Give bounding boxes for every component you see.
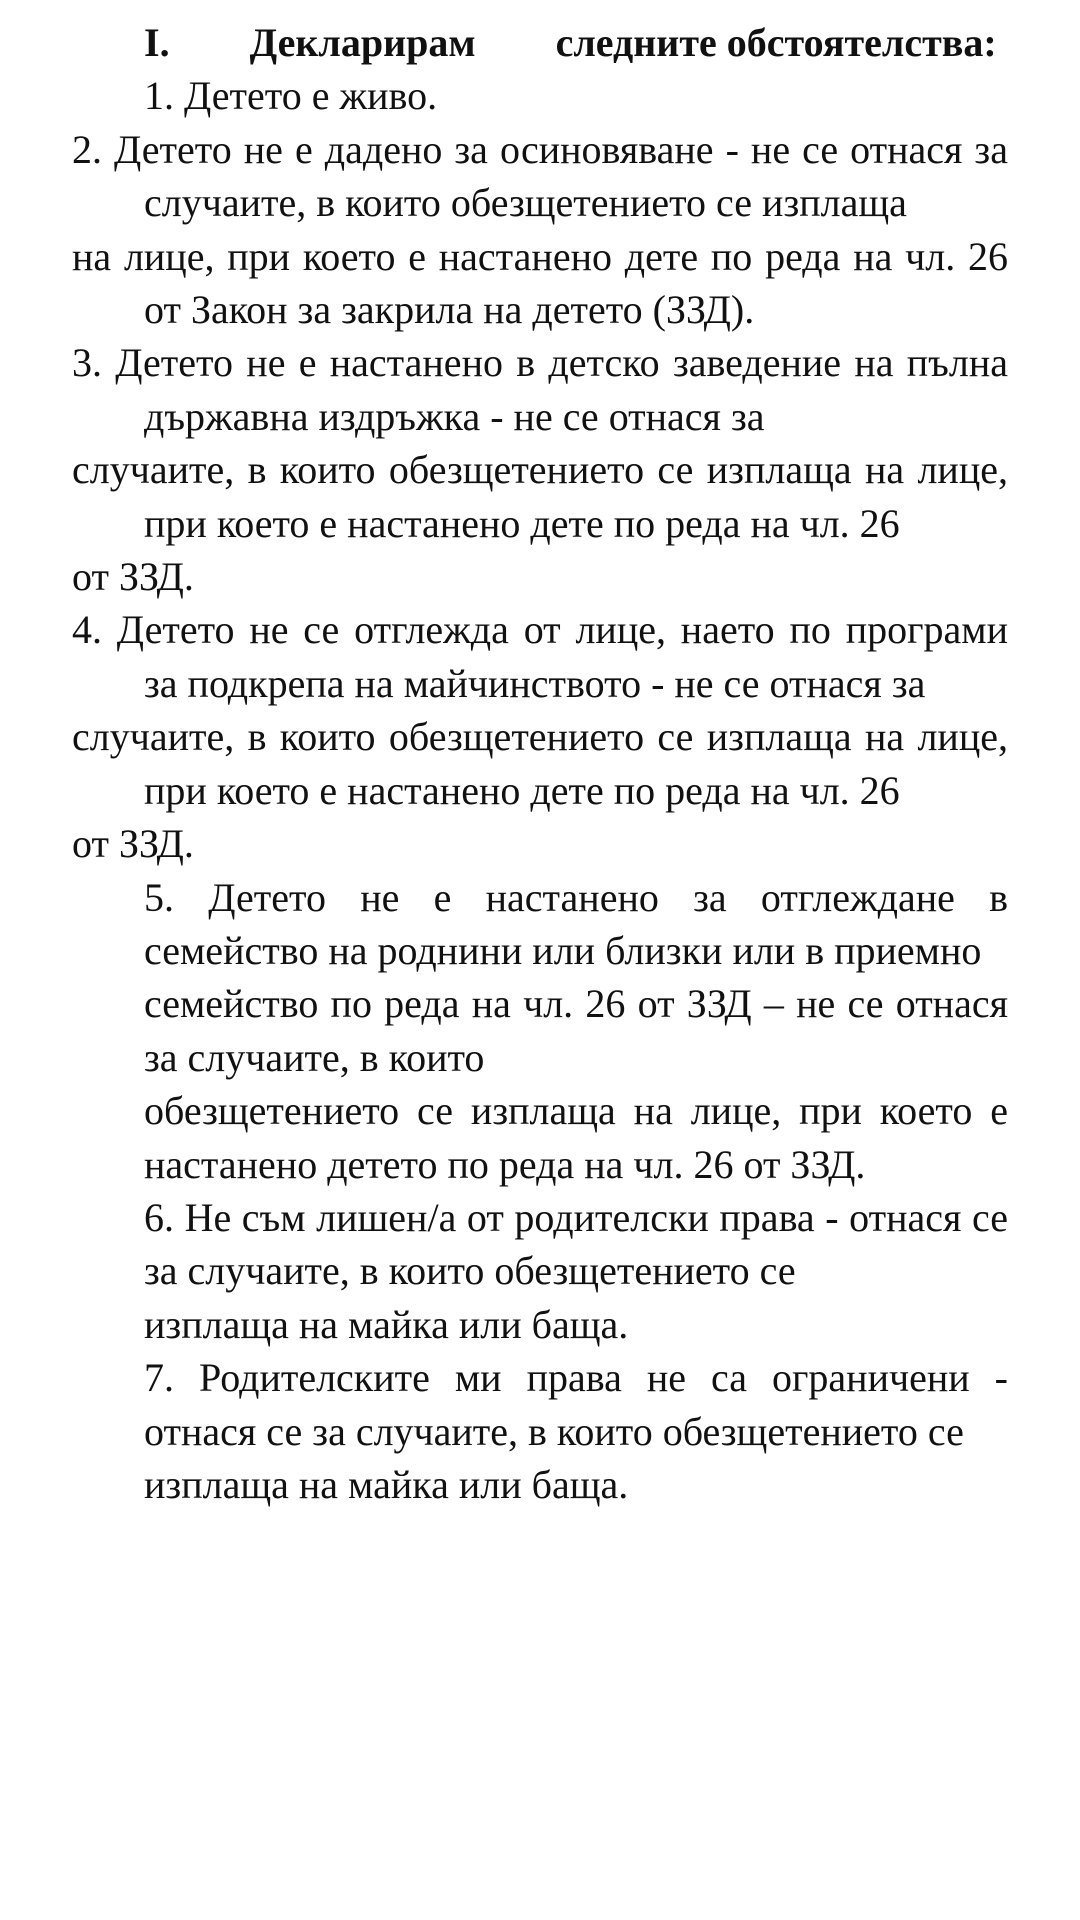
declaration-item-2: 2. Детето не е дадено за осиновяване - не се отнася за случаите, в които обезщетението се изплаща: [72, 126, 1008, 226]
declaration-item-2-continued: на лице, при което е настанено дете по реда на чл. 26 от Закон за закрила на детето (ЗЗД).: [72, 233, 1008, 333]
declaration-item-7-end: изплаща на майка или баща.: [144, 1461, 629, 1507]
declaration-item-4: 4. Детето не се отглежда от лице, наето по програми за подкрепа на майчинството - не се отнася за: [72, 607, 1008, 706]
document-page: [72, 16, 1008, 1920]
declaration-item-5: 5. Детето не е настанено за отглеждане в семейство на роднини или близки или в приемно: [144, 874, 1008, 973]
declaration-item-4-end: от ЗЗД.: [72, 821, 194, 867]
declaration-item-5-continued: семейство по реда на чл. 26 от ЗЗД – не се отнася за случаите, в които: [144, 981, 1008, 1080]
declaration-item-3: 3. Детето не е настанено в детско заведение на пълна държавна издръжка - не се отнася за: [72, 340, 1008, 439]
declaration-item-6: 6. Не съм лишен/а от родителски права - отнася се за случаите, в които обезщетението се: [144, 1194, 1008, 1294]
declaration-item-3-end: от ЗЗД.: [72, 554, 194, 600]
declaration-item-1: 1. Детето е живо.: [144, 73, 438, 119]
declaration-item-3-continued: случаите, в които обезщетението се изплаща на лице, при което е настанено дете по реда на чл. 26: [72, 447, 1008, 546]
declaration-item-7: 7. Родителските ми права не са ограничени - отнася се за случаите, в които обезщетението се: [144, 1355, 1008, 1454]
declaration-item-5-end: обезщетението се изплаща на лице, при което е настанено детето по реда на чл. 26 от ЗЗД.: [144, 1088, 1008, 1187]
declaration-item-4-continued: случаите, в които обезщетението се изплаща на лице, при което е настанено дете по реда на чл. 26: [72, 714, 1008, 813]
declaration-item-6-end: изплаща на майка или баща.: [144, 1301, 629, 1347]
section-heading: I. Декларирам следните обстоятелства:: [144, 20, 997, 65]
